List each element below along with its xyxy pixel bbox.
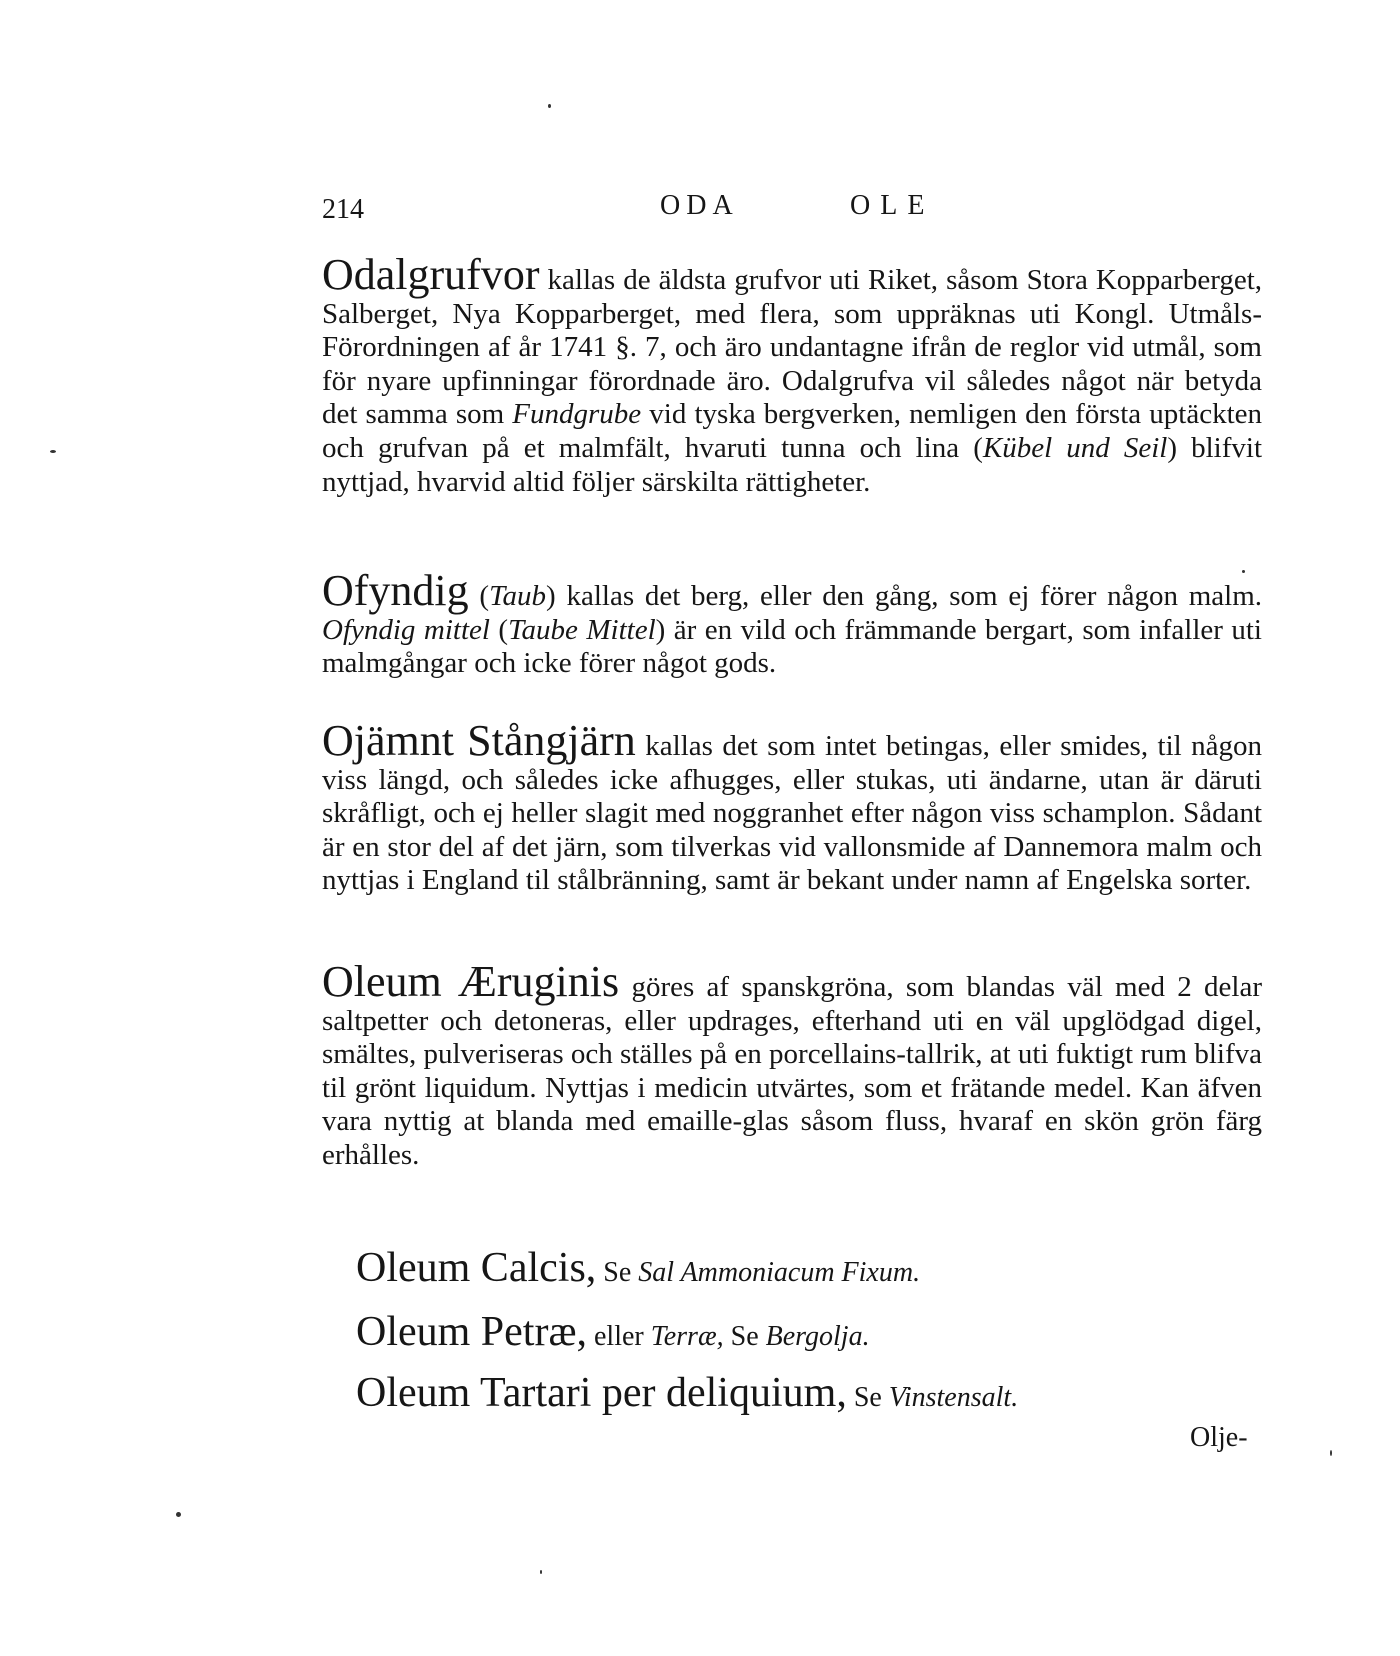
entry-ojamnt-stangjarn: [322, 716, 1263, 898]
running-head-right: OLE: [850, 190, 935, 221]
entry-headword: Odalgrufvor: [322, 250, 540, 299]
entry-paren: (: [498, 613, 509, 646]
xref-alt: Terræ,: [650, 1321, 724, 1352]
entry-text: kallas det berg, eller den gång, som ej förer någon malm.: [566, 580, 1263, 612]
paper-speck: [176, 1512, 181, 1517]
xref-headword: Oleum Tartari per deliquium,: [356, 1370, 847, 1416]
entry-text: ) blifvit nyttjad, hvarvid altid följer särskilta rättigheter.: [322, 431, 1262, 498]
entry-headword: Ojämnt Stångjärn: [322, 716, 636, 765]
entry-term: Taube Mittel: [508, 613, 656, 646]
paper-speck: [1242, 570, 1245, 573]
page-header: [322, 190, 1262, 230]
xref-target: Bergolja.: [765, 1321, 870, 1352]
paper-speck: [50, 450, 56, 453]
catchword: Olje-: [1190, 1422, 1248, 1453]
xref-headword: Oleum Petræ,: [356, 1309, 587, 1355]
entry-term: Kübel und Seil: [982, 431, 1168, 464]
paper-speck: [1330, 1450, 1332, 1456]
paper-speck: [540, 1570, 542, 1574]
running-head-left: ODA: [660, 190, 739, 221]
entry-paren: ): [546, 580, 556, 612]
xref-see: Se: [730, 1321, 759, 1352]
xref-see: Se: [603, 1257, 632, 1288]
entry-oleum-aeruginis: [322, 957, 1263, 1173]
xref-oleum-tartari: [356, 1370, 1256, 1416]
entry-ofyndig: [322, 566, 1263, 681]
entry-text: göres af spanskgröna, som blandas väl med 2 delar saltpetter och detoneras, eller updrages, efterhand uti en väl upglödgad digel, smältes, pulveriseras och ställes på en porcellains-tallrik, at uti fuktigt rum blifva til grönt liquidum. Nyttjas i medicin utvärtes, som et frätande medel. Kan äfven vara nyttig at blanda med emaille-glas såsom fluss, hvaraf en skön grön färg erhålles.: [322, 971, 1263, 1171]
paper-speck: [548, 104, 551, 108]
entry-text: är en vild och främmande bergart, som infaller uti malmgångar och icke förer något gods.: [322, 613, 1262, 680]
entry-text: vid tyska bergverken, nemligen den första uptäckten och grufvan på et malmfält, hvaruti tunna och lina (: [322, 398, 1262, 464]
xref-headword: Oleum Calcis,: [356, 1245, 597, 1291]
entry-term: Ofyndig mittel: [322, 613, 490, 646]
entry-paren: ): [655, 613, 666, 646]
xref-target: Sal Ammoniacum Fixum.: [638, 1257, 921, 1288]
page-number: 214: [322, 194, 364, 225]
xref-target: Vinstensalt.: [888, 1382, 1019, 1413]
xref-oleum-petrae: [356, 1309, 1256, 1355]
xref-oleum-calcis: [356, 1245, 1256, 1291]
entry-paren: (: [479, 580, 490, 612]
entry-text: kallas det som intet betingas, eller smides, til någon viss längd, och således icke afhugges, eller stukas, uti ändarne, utan är däruti skråfligt, och ej heller slagit med noggranhet efter någon viss schamplon. Sådant är en stor del af det järn, som tilverkas vid vallonsmide af Dannemora malm och nyttjas i England til stålbränning, samt är bekant under namn af Engelska sorter.: [322, 730, 1263, 897]
entry-odalgrufvor: [322, 250, 1263, 499]
xref-or: eller: [593, 1321, 644, 1352]
entry-term: Taub: [489, 580, 547, 612]
entry-text: kallas de äldsta grufvor uti Riket, såsom Stora Kopparberget, Salberget, Nya Kopparberget, med flera, som uppräknas uti Kongl. Utmåls-Förordningen af år 1741 §. 7, och äro undantagne ifrån de reglor vid utmål, som för nyare upfinningar förordnade äro. Odalgrufva vil således något när betyda det samma som: [322, 264, 1263, 431]
entry-headword: Oleum Æruginis: [322, 957, 620, 1006]
entry-headword: Ofyndig: [322, 566, 469, 615]
entry-term: Fundgrube: [512, 398, 642, 431]
xref-see: Se: [853, 1382, 882, 1413]
